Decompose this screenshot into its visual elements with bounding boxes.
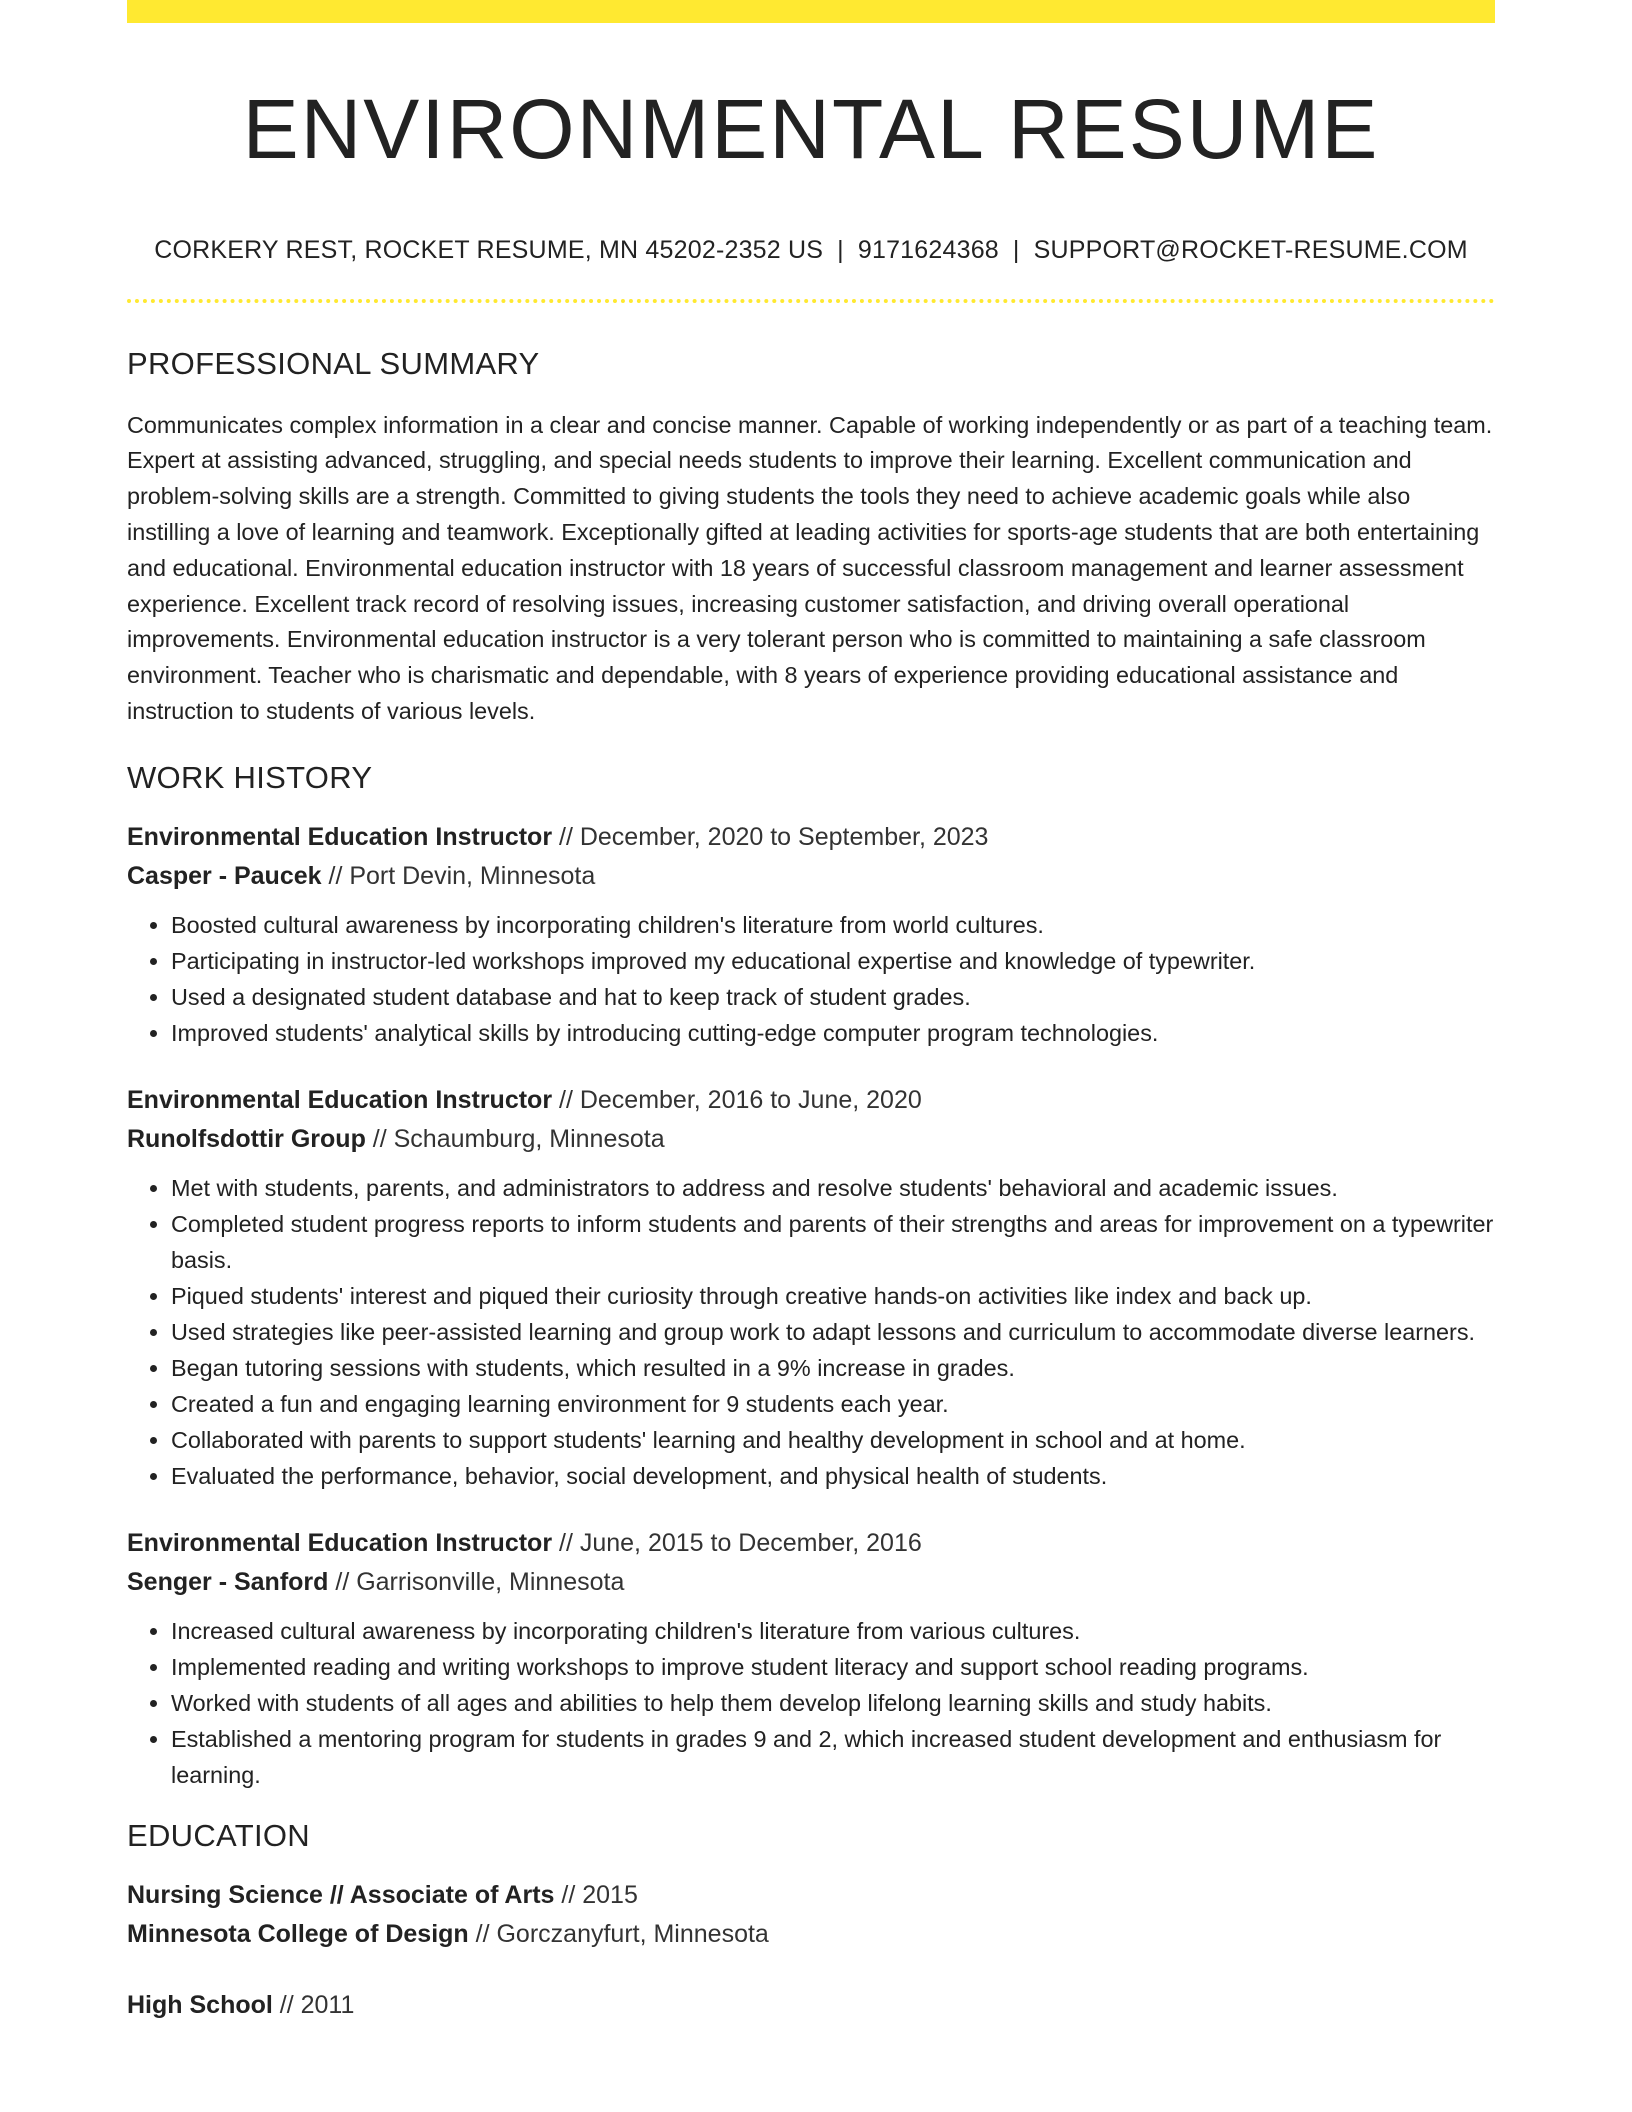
education-heading: EDUCATION bbox=[127, 1817, 310, 1853]
contact-phone: 9171624368 bbox=[857, 236, 999, 265]
job-location: // Schaumburg, Minnesota bbox=[365, 1124, 665, 1153]
job-location: // Garrisonville, Minnesota bbox=[328, 1567, 625, 1596]
contact-separator: | bbox=[837, 236, 844, 265]
job-bullets bbox=[127, 1170, 1495, 1494]
bullet-item: • Established a mentoring program for students in grades 9 and 2, which increased student development and enthusiasm for learning. bbox=[171, 1721, 1495, 1793]
contact-email: SUPPORT@ROCKET-RESUME.COM bbox=[1033, 236, 1468, 265]
bullet-item: • Boosted cultural awareness by incorporating children's literature from world cultures. bbox=[171, 907, 1495, 943]
education-degree: Nursing Science // Associate of Arts bbox=[127, 1881, 555, 1910]
resume-title: ENVIRONMENTAL RESUME bbox=[242, 82, 1380, 176]
job-dates: // December, 2016 to June, 2020 bbox=[552, 1085, 922, 1114]
bullet-item: • Worked with students of all ages and abilities to help them develop lifelong learning skills and study habits. bbox=[171, 1685, 1495, 1721]
bullet-item: • Met with students, parents, and administrators to address and resolve students' behavioral and academic issues. bbox=[171, 1170, 1495, 1206]
bullet-item: • Improved students' analytical skills by introducing cutting-edge computer program technologies. bbox=[171, 1015, 1495, 1051]
bullet-item: • Implemented reading and writing workshops to improve student literacy and support school reading programs. bbox=[171, 1649, 1495, 1685]
bullet-item: • Used a designated student database and hat to keep track of student grades. bbox=[171, 979, 1495, 1015]
bullet-item: • Completed student progress reports to inform students and parents of their strengths and areas for improvement on a typewriter basis. bbox=[171, 1206, 1495, 1278]
job-entry bbox=[127, 1524, 1495, 1793]
job-company: Runolfsdottir Group bbox=[127, 1124, 366, 1153]
bullet-item: • Used strategies like peer-assisted learning and group work to adapt lessons and curriculum to accommodate diverse learners. bbox=[171, 1314, 1495, 1350]
job-bullets bbox=[127, 1613, 1495, 1793]
education-year: // 2015 bbox=[554, 1881, 638, 1910]
job-title: Environmental Education Instructor bbox=[127, 1528, 553, 1557]
job-title-line bbox=[127, 1524, 1495, 1563]
education-location: // Gorczanyfurt, Minnesota bbox=[468, 1920, 769, 1949]
job-bullets bbox=[127, 907, 1495, 1051]
job-company-line bbox=[127, 1120, 1495, 1159]
job-title-line bbox=[127, 818, 1495, 857]
education-degree-line bbox=[127, 1986, 1495, 2025]
bullet-item: • Evaluated the performance, behavior, social development, and physical health of students. bbox=[171, 1458, 1495, 1494]
bullet-item: • Piqued students' interest and piqued their curiosity through creative hands-on activities like index and back up. bbox=[171, 1278, 1495, 1314]
education-school: Minnesota College of Design bbox=[127, 1920, 469, 1949]
contact-separator: | bbox=[1012, 236, 1020, 265]
job-title-line bbox=[127, 1081, 1495, 1120]
education-degree-line bbox=[127, 1876, 1495, 1915]
job-location: // Port Devin, Minnesota bbox=[321, 861, 596, 890]
work-history-heading: WORK HISTORY bbox=[127, 759, 373, 795]
job-entry bbox=[127, 818, 1495, 1051]
job-entry bbox=[127, 1081, 1495, 1494]
job-title: Environmental Education Instructor bbox=[127, 1085, 553, 1114]
education-school-line bbox=[127, 1915, 1495, 1954]
summary-heading: PROFESSIONAL SUMMARY bbox=[127, 346, 540, 382]
job-title: Environmental Education Instructor bbox=[127, 822, 553, 851]
bullet-item: • Created a fun and engaging learning environment for 9 students each year. bbox=[171, 1386, 1495, 1422]
job-company: Casper - Paucek bbox=[127, 861, 322, 890]
resume-page bbox=[127, 0, 1495, 2025]
bullet-item: • Participating in instructor-led workshops improved my educational expertise and knowledge of typewriter. bbox=[171, 943, 1495, 979]
education-entry bbox=[127, 1986, 1495, 2025]
job-company-line bbox=[127, 1563, 1495, 1602]
dotted-divider bbox=[127, 299, 1495, 303]
job-dates: // December, 2020 to September, 2023 bbox=[552, 822, 989, 851]
summary-text: Communicates complex information in a clear and concise manner. Capable of working independently or as part of a teaching team. Expert at assisting advanced, struggling, and special needs students to improve their learning. Excellent communication and problem-solving skills are a strength. Committed to giving students the tools they need to achieve academic goals while also instilling a love of learning and teamwork. Exceptionally gifted at leading activities for sports-age students that are both entertaining and educational. Environmental education instructor with 18 years of successful classroom management and learner assessment experience. Excellent track record of resolving issues, increasing customer satisfaction, and driving overall operational improvements. Environmental education instructor is a very tolerant person who is committed to maintaining a safe classroom environment. Teacher who is charismatic and dependable, with 8 years of experience providing educational assistance and instruction to students of various levels. bbox=[127, 411, 1493, 724]
job-company: Senger - Sanford bbox=[127, 1567, 329, 1596]
bullet-item: • Began tutoring sessions with students, which resulted in a 9% increase in grades. bbox=[171, 1350, 1495, 1386]
education-year: // 2011 bbox=[272, 1991, 355, 2020]
job-dates: // June, 2015 to December, 2016 bbox=[552, 1528, 922, 1557]
job-company-line bbox=[127, 857, 1495, 896]
contact-address: CORKERY REST, ROCKET RESUME, MN 45202-2352 US bbox=[154, 236, 824, 265]
education-entry bbox=[127, 1876, 1495, 1954]
education-degree: High School bbox=[127, 1991, 273, 2020]
bullet-item: • Increased cultural awareness by incorporating children's literature from various cultures. bbox=[171, 1613, 1495, 1649]
bullet-item: • Collaborated with parents to support students' learning and healthy development in school and at home. bbox=[171, 1422, 1495, 1458]
accent-top-bar bbox=[127, 0, 1495, 23]
contact-line bbox=[127, 235, 1495, 265]
